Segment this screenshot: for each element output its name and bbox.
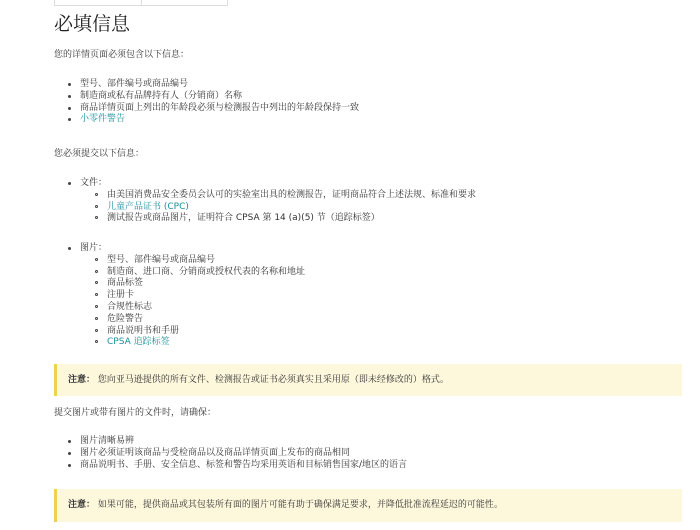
images-sublist [80,255,305,349]
note-label: 注意： [68,500,96,510]
list-item: 型号、部件编号或商品编号 [54,79,359,91]
list-item [80,202,476,214]
cpsa-tracking-label-link[interactable]: CPSA 追踪标签 [107,337,170,348]
list-item: 制造商、进口商、分销商或授权代表的名称和地址 [80,267,305,279]
note-box-2 [54,489,682,522]
note-text: 如果可能，提供商品或其包装所有面的图片可能有助于确保满足要求，并降低批准流程延迟的可能性。 [97,500,503,510]
images-group [54,243,305,349]
section2-intro: 您必须提交以下信息： [54,149,145,159]
files-sublist [80,190,476,225]
files-list [54,178,476,225]
list-item: 商品说明书和手册 [80,326,305,338]
note-text: 您向亚马逊提供的所有文件、检测报告或证书必须真实且采用原（即未经修改的）格式。 [97,375,449,385]
list-item [80,337,305,349]
note-label: 注意： [68,375,96,385]
list-item: 测试报告或商品图片，证明符合 CPSA 第 14 (a)(5) 节（追踪标签） [80,213,476,225]
images-label: 图片： [80,243,108,253]
list-item: 危险警告 [80,314,305,326]
list-item: 图片必须证明该商品与受检商品以及商品详情页面上发布的商品相同 [54,448,407,460]
list-item: 注册卡 [80,290,305,302]
section1-list [54,79,359,126]
list-item: 商品详情页面上列出的年龄段必须与检测报告中列出的年龄段保持一致 [54,103,359,115]
list-item: 商品说明书、手册、安全信息、标签和警告均采用英语和目标销售国家/地区的语言 [54,460,407,472]
list-item [54,114,359,126]
list-item: 由美国消费品安全委员会认可的实验室出具的检测报告，证明商品符合上述法规、标准和要求 [80,190,476,202]
list-item: 制造商或私有品牌持有人（分销商）名称 [54,91,359,103]
top-tab-strip [54,0,228,6]
small-parts-warning-link[interactable]: 小零件警告 [80,114,126,125]
page-title: 必填信息 [54,13,131,35]
section1-intro: 您的详情页面必须包含以下信息： [54,50,190,60]
list-item: 商品标签 [80,278,305,290]
list-item: 合规性标志 [80,302,305,314]
images-list [54,243,305,349]
section3-intro: 提交图片或带有图片的文件时，请确保： [54,408,217,418]
section3-list [54,436,407,471]
files-group [54,178,476,225]
tab-divider [141,0,142,5]
list-item: 图片清晰易辨 [54,436,407,448]
cpc-link[interactable]: 儿童产品证书 (CPC) [107,201,189,212]
files-label: 文件： [80,178,108,188]
list-item: 型号、部件编号或商品编号 [80,255,305,267]
note-box-1 [54,364,682,396]
